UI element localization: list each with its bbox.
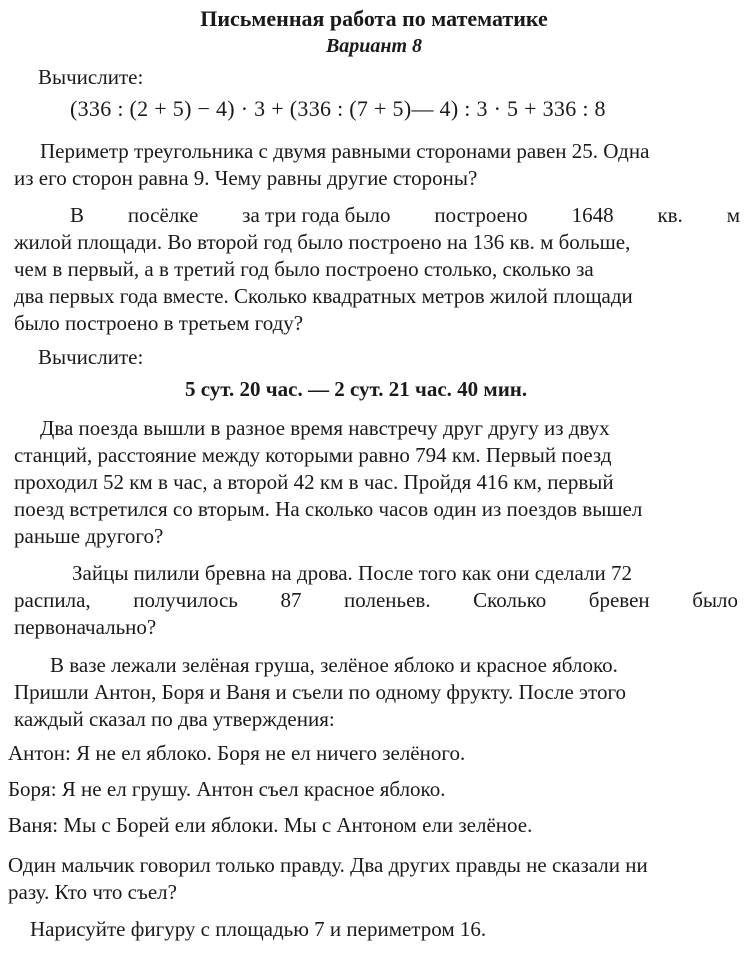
word: поленьев. [344,588,431,612]
word: бревен [588,588,650,612]
task4-instruction: Вычислите: [38,345,144,369]
word: м [726,203,740,227]
task8-line-1: Нарисуйте фигуру с площадью 7 и периметром 16. [30,917,487,941]
task7-conclusion-1: Один мальчик говорил только правду. Два других правды не сказали ни [8,853,648,877]
task3-line-3: чем в первый, а в третий год было построено столько, сколько за [14,257,594,281]
word: В [70,203,85,227]
variant-label: Вариант 8 [325,35,423,57]
word: посёлке [127,203,199,227]
task3-line-5: было построено в третьем году? [14,311,304,335]
word: 87 [280,588,302,612]
task7-line-1: В вазе лежали зелёная груша, зелёное яблоко и красное яблоко. [50,653,618,677]
task4-expression: 5 сут. 20 час. — 2 сут. 21 час. 40 мин. [185,377,528,401]
task7-line-3: каждый сказал по два утверждения: [14,707,335,731]
word: было [692,588,738,612]
word: получилось [133,588,238,612]
word: за три года было [242,203,391,227]
task6-line-2 [14,587,738,613]
task3-line-4: два первых года вместе. Сколько квадратных метров жилой площади [14,284,633,308]
task1-instruction: Вычислите: [38,65,144,89]
word: 1648 [571,203,614,227]
word: Сколько [473,588,547,612]
task3-line-2: жилой площади. Во второй год было построено на 136 кв. м больше, [14,230,631,254]
statement-borya: Боря: Я не ел грушу. Антон съел красное яблоко. [8,777,446,801]
word: построено [434,203,528,227]
task5-line-2: станций, расстояние между которыми равно 794 км. Первый поезд [14,443,612,467]
word: кв. [657,203,683,227]
task1-expression: (336 : (2 + 5) − 4) · 3 + (336 : (7 + 5)— 4) : 3 · 5 + 336 : 8 [70,96,606,121]
task6-line-3: первоначально? [14,615,157,639]
statement-anton: Антон: Я не ел яблоко. Боря не ел ничего зелёного. [8,741,466,765]
task6-line-1: Зайцы пилили бревна на дрова. После того как они сделали 72 [72,561,632,585]
word: распила, [14,588,91,612]
task5-line-1: Два поезда вышли в разное время навстречу друг другу из двух [40,416,610,440]
task2-line-2: из его сторон равна 9. Чему равны другие стороны? [14,166,478,190]
task7-conclusion-2: разу. Кто что съел? [8,880,177,904]
task2-line-1: Периметр треугольника с двумя равными сторонами равен 25. Одна [40,139,650,163]
page-title: Письменная работа по математике [200,6,548,31]
task5-line-5: раньше другого? [14,524,164,548]
statement-vanya: Ваня: Мы с Борей ели яблоки. Мы с Антоном ели зелёное. [8,813,533,837]
task5-line-4: поезд встретился со вторым. На сколько часов один из поездов вышел [14,497,643,521]
task3-line-1 [70,202,740,228]
task5-line-3: проходил 52 км в час, а второй 42 км в час. Пройдя 416 км, первый [14,470,614,494]
task7-line-2: Пришли Антон, Боря и Ваня и съели по одному фрукту. После этого [14,680,627,704]
